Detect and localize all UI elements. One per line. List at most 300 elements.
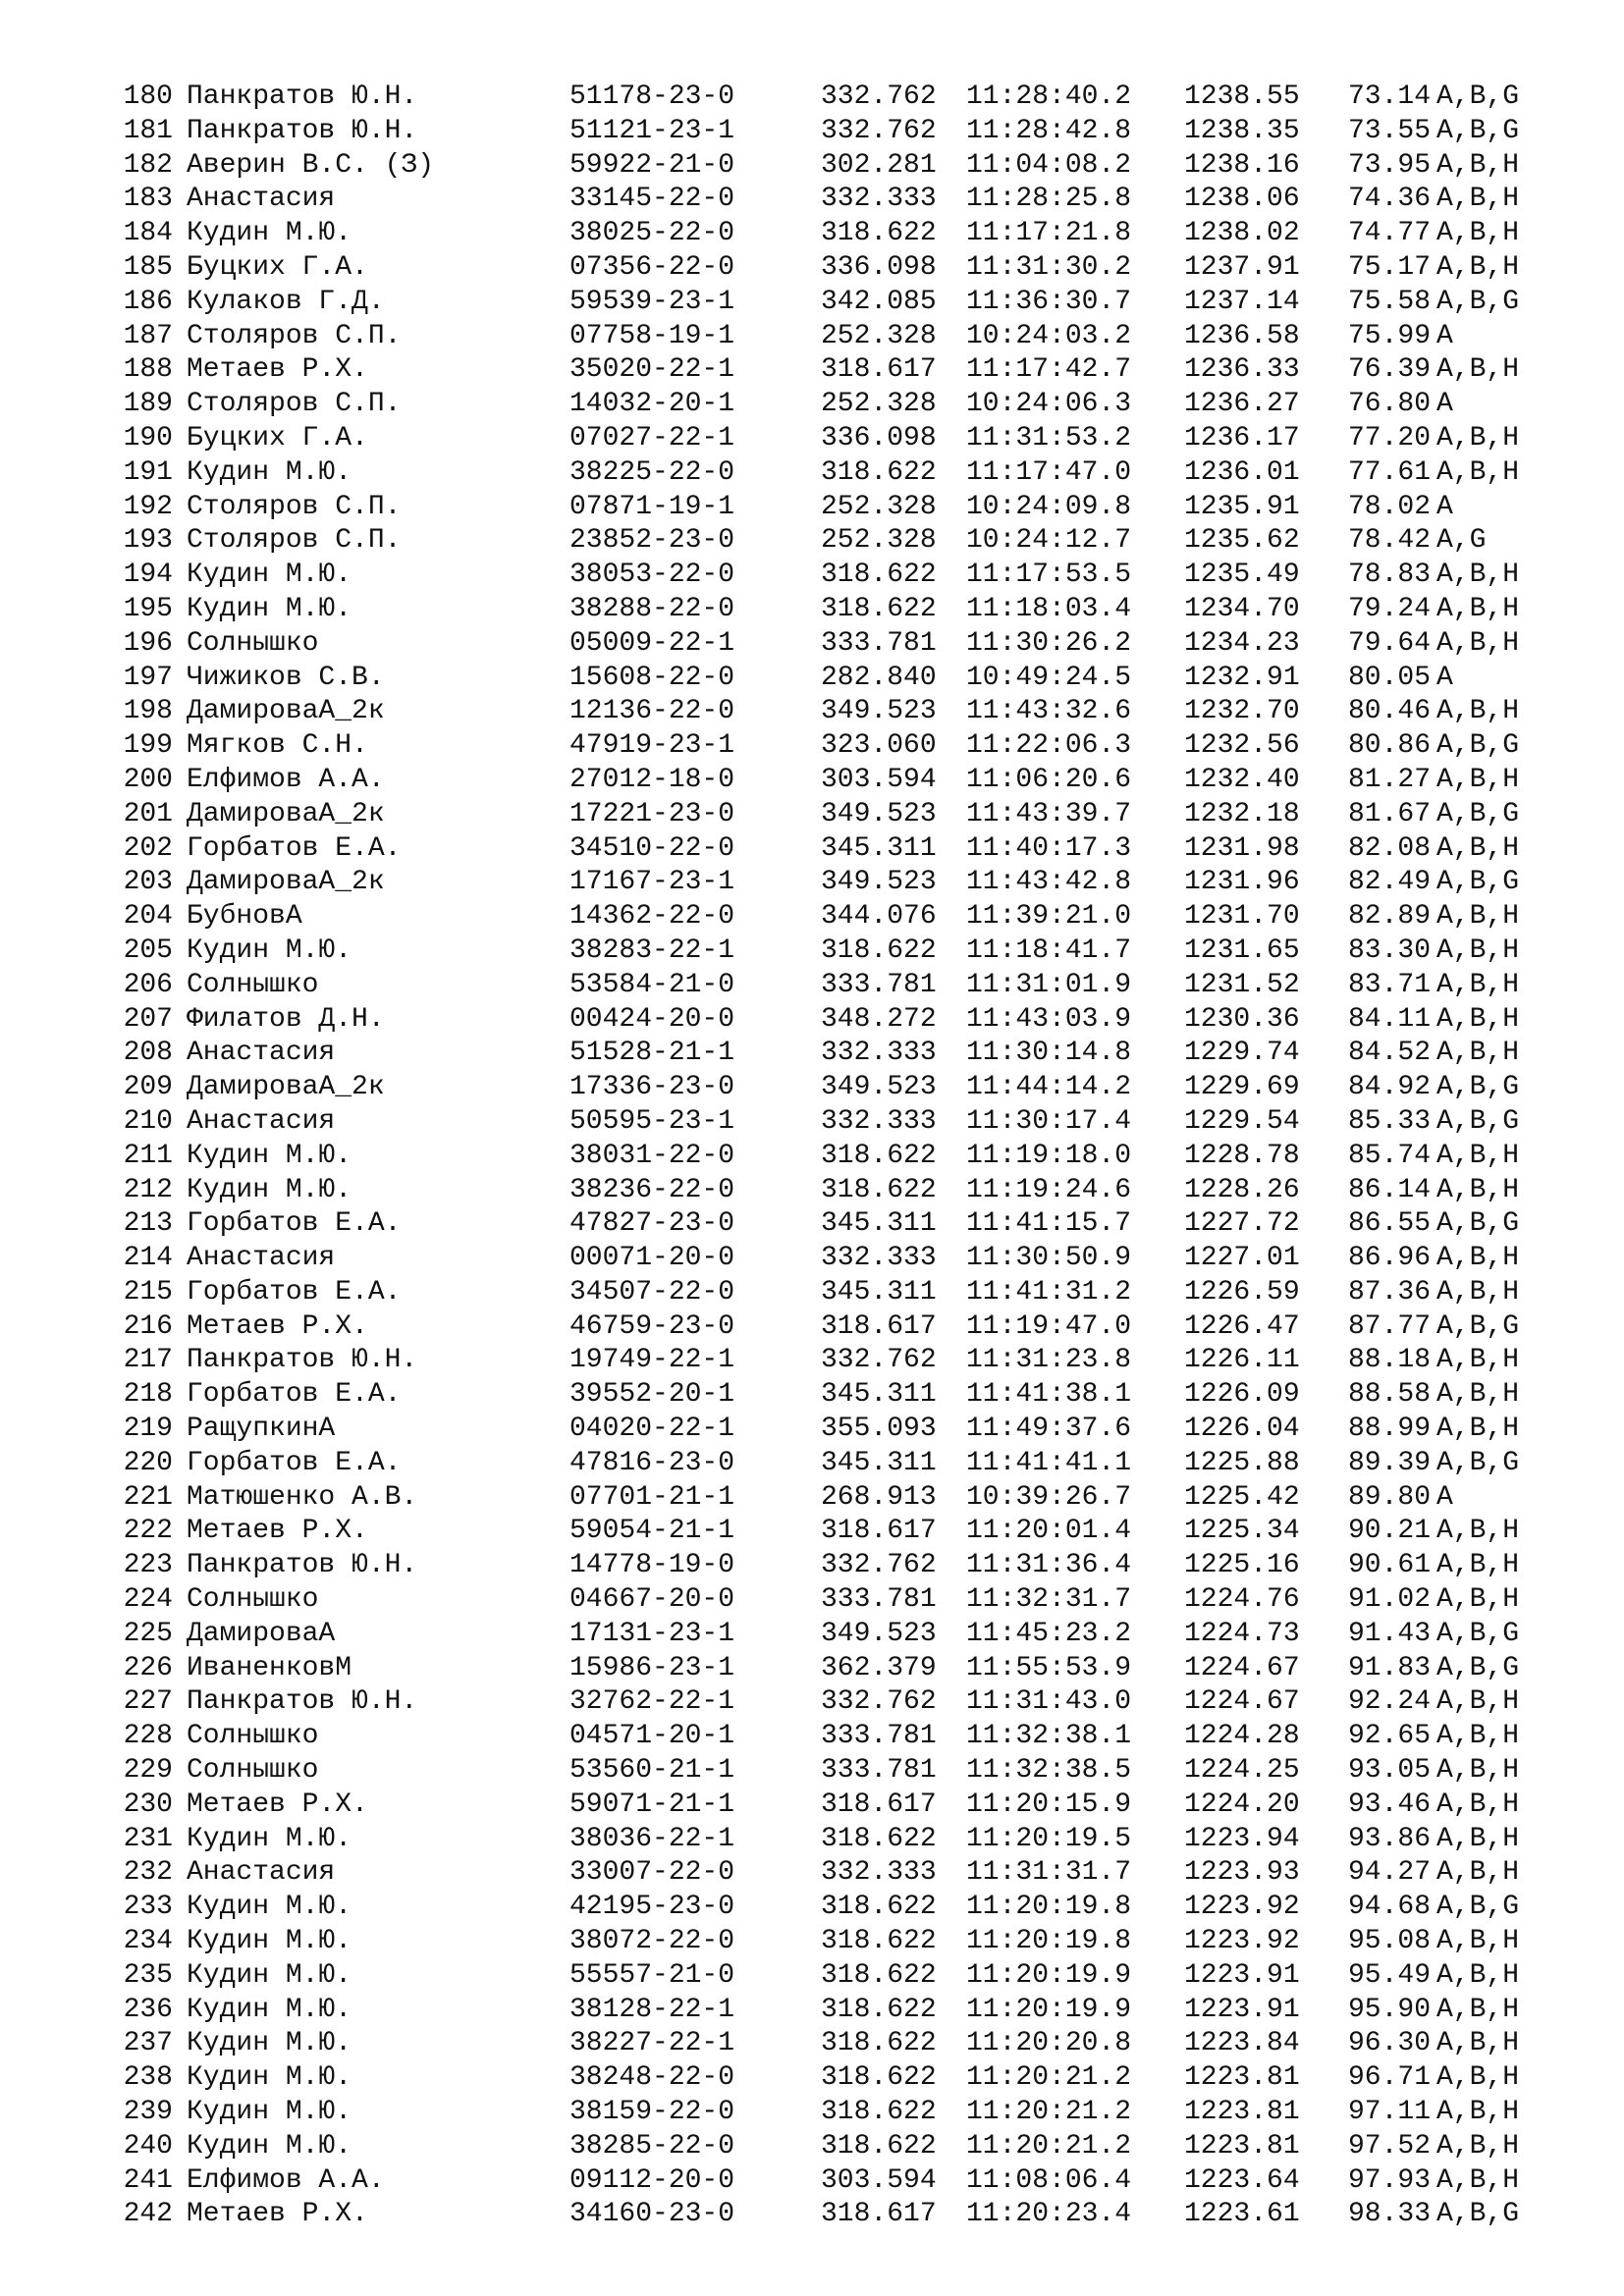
percent-cell: 95.08 — [1348, 1926, 1432, 1957]
ring-cell: 38031-22-0 — [569, 1140, 735, 1171]
flags-cell: A — [1436, 389, 1453, 420]
distance-cell: 282.840 — [821, 662, 937, 693]
place-cell: 193 — [123, 525, 173, 557]
speed-cell: 1223.81 — [1184, 2062, 1300, 2094]
place-cell: 210 — [123, 1105, 173, 1137]
table-row — [116, 1823, 1569, 1857]
percent-cell: 84.92 — [1348, 1072, 1432, 1103]
place-cell: 224 — [123, 1584, 173, 1616]
distance-cell: 333.781 — [821, 627, 937, 659]
percent-cell: 95.90 — [1348, 1994, 1432, 2025]
name-cell: Кудин М.Ю. — [187, 1892, 352, 1923]
table-row — [116, 627, 1569, 662]
table-row — [116, 1344, 1569, 1378]
ring-cell: 17167-23-1 — [569, 867, 735, 898]
percent-cell: 90.21 — [1348, 1516, 1432, 1547]
place-cell: 191 — [123, 456, 173, 488]
name-cell: ДамироваA_2к — [187, 1072, 385, 1103]
table-row — [116, 559, 1569, 593]
speed-cell: 1236.33 — [1184, 354, 1300, 386]
ring-cell: 59539-23-1 — [569, 286, 735, 317]
flags-cell: A,B,H — [1436, 2062, 1520, 2094]
percent-cell: 93.05 — [1348, 1755, 1432, 1787]
table-row — [116, 422, 1569, 456]
percent-cell: 83.71 — [1348, 969, 1432, 1000]
distance-cell: 349.523 — [821, 696, 937, 727]
time-cell: 11:20:21.2 — [966, 2097, 1132, 2128]
table-row — [116, 1720, 1569, 1754]
table-row — [116, 1891, 1569, 1925]
speed-cell: 1223.93 — [1184, 1857, 1300, 1889]
place-cell: 225 — [123, 1618, 173, 1649]
name-cell: Кудин М.Ю. — [187, 2062, 352, 2094]
speed-cell: 1226.11 — [1184, 1345, 1300, 1376]
ring-cell: 38072-22-0 — [569, 1926, 735, 1957]
time-cell: 11:43:32.6 — [966, 696, 1132, 727]
speed-cell: 1223.92 — [1184, 1926, 1300, 1957]
flags-cell: A,B,G — [1436, 1447, 1520, 1478]
speed-cell: 1226.47 — [1184, 1310, 1300, 1342]
ring-cell: 59922-21-0 — [569, 149, 735, 181]
percent-cell: 82.89 — [1348, 901, 1432, 933]
flags-cell: A,B,G — [1436, 1652, 1520, 1683]
name-cell: Елфимов А.А. — [187, 2164, 385, 2196]
time-cell: 11:31:53.2 — [966, 422, 1132, 454]
distance-cell: 318.622 — [821, 1994, 937, 2025]
percent-cell: 78.83 — [1348, 560, 1432, 591]
distance-cell: 332.762 — [821, 1345, 937, 1376]
distance-cell: 332.333 — [821, 184, 937, 215]
flags-cell: A,B,H — [1436, 1823, 1520, 1854]
table-row — [116, 1447, 1569, 1481]
speed-cell: 1229.74 — [1184, 1038, 1300, 1069]
ring-cell: 38225-22-0 — [569, 456, 735, 488]
distance-cell: 318.622 — [821, 218, 937, 249]
table-row — [116, 2027, 1569, 2061]
name-cell: Анастасия — [187, 1105, 336, 1137]
time-cell: 11:32:31.7 — [966, 1584, 1132, 1616]
percent-cell: 97.52 — [1348, 2130, 1432, 2162]
name-cell: Матюшенко А.В. — [187, 1481, 418, 1513]
time-cell: 11:20:21.2 — [966, 2130, 1132, 2162]
place-cell: 180 — [123, 81, 173, 112]
time-cell: 10:24:03.2 — [966, 320, 1132, 351]
ring-cell: 34160-23-0 — [569, 2199, 735, 2230]
table-row — [116, 1515, 1569, 1549]
distance-cell: 333.781 — [821, 1584, 937, 1616]
flags-cell: A,B,G — [1436, 730, 1520, 762]
distance-cell: 318.622 — [821, 1926, 937, 1957]
ring-cell: 17131-23-1 — [569, 1618, 735, 1649]
ring-cell: 27012-18-0 — [569, 764, 735, 795]
flags-cell: A,B,H — [1436, 251, 1520, 283]
distance-cell: 336.098 — [821, 251, 937, 283]
percent-cell: 92.65 — [1348, 1721, 1432, 1752]
percent-cell: 82.08 — [1348, 832, 1432, 864]
table-row — [116, 353, 1569, 388]
time-cell: 11:43:03.9 — [966, 1003, 1132, 1035]
ring-cell: 17336-23-0 — [569, 1072, 735, 1103]
name-cell: Анастасия — [187, 1038, 336, 1069]
percent-cell: 88.58 — [1348, 1379, 1432, 1411]
flags-cell: A,B,H — [1436, 1379, 1520, 1411]
ring-cell: 00071-20-0 — [569, 1243, 735, 1274]
percent-cell: 87.36 — [1348, 1276, 1432, 1308]
place-cell: 238 — [123, 2062, 173, 2094]
time-cell: 11:31:31.7 — [966, 1857, 1132, 1889]
speed-cell: 1231.65 — [1184, 934, 1300, 966]
distance-cell: 318.622 — [821, 934, 937, 966]
name-cell: Кудин М.Ю. — [187, 2028, 352, 2059]
place-cell: 190 — [123, 422, 173, 454]
ring-cell: 38236-22-0 — [569, 1174, 735, 1205]
percent-cell: 96.71 — [1348, 2062, 1432, 2094]
ring-cell: 59054-21-1 — [569, 1516, 735, 1547]
table-row — [116, 1994, 1569, 2028]
ring-cell: 12136-22-0 — [569, 696, 735, 727]
speed-cell: 1232.70 — [1184, 696, 1300, 727]
ring-cell: 38025-22-0 — [569, 218, 735, 249]
percent-cell: 80.05 — [1348, 662, 1432, 693]
flags-cell: A,B,G — [1436, 1892, 1520, 1923]
place-cell: 185 — [123, 251, 173, 283]
name-cell: Мягков С.Н. — [187, 730, 368, 762]
flags-cell: A,B,H — [1436, 1140, 1520, 1171]
distance-cell: 345.311 — [821, 1276, 937, 1308]
speed-cell: 1223.84 — [1184, 2028, 1300, 2059]
place-cell: 204 — [123, 901, 173, 933]
name-cell: Панкратов Ю.Н. — [187, 1345, 418, 1376]
ring-cell: 42195-23-0 — [569, 1892, 735, 1923]
place-cell: 227 — [123, 1686, 173, 1718]
speed-cell: 1232.18 — [1184, 798, 1300, 829]
distance-cell: 318.617 — [821, 1789, 937, 1820]
speed-cell: 1229.54 — [1184, 1105, 1300, 1137]
place-cell: 226 — [123, 1652, 173, 1683]
name-cell: Кудин М.Ю. — [187, 2097, 352, 2128]
ring-cell: 47816-23-0 — [569, 1447, 735, 1478]
flags-cell: A,B,H — [1436, 2164, 1520, 2196]
ring-cell: 51528-21-1 — [569, 1038, 735, 1069]
time-cell: 11:17:47.0 — [966, 456, 1132, 488]
speed-cell: 1224.28 — [1184, 1721, 1300, 1752]
name-cell: Анастасия — [187, 184, 336, 215]
speed-cell: 1223.92 — [1184, 1892, 1300, 1923]
name-cell: Аверин В.С. (З) — [187, 149, 435, 181]
place-cell: 213 — [123, 1208, 173, 1240]
speed-cell: 1229.69 — [1184, 1072, 1300, 1103]
speed-cell: 1224.76 — [1184, 1584, 1300, 1616]
place-cell: 200 — [123, 764, 173, 795]
table-row — [116, 1413, 1569, 1447]
speed-cell: 1228.26 — [1184, 1174, 1300, 1205]
table-row — [116, 183, 1569, 217]
time-cell: 11:17:42.7 — [966, 354, 1132, 386]
distance-cell: 345.311 — [821, 1447, 937, 1478]
distance-cell: 318.622 — [821, 1959, 937, 1991]
ring-cell: 35020-22-1 — [569, 354, 735, 386]
percent-cell: 74.77 — [1348, 218, 1432, 249]
flags-cell: A,B,G — [1436, 1105, 1520, 1137]
table-row — [116, 2096, 1569, 2130]
time-cell: 11:20:20.8 — [966, 2028, 1132, 2059]
speed-cell: 1236.58 — [1184, 320, 1300, 351]
name-cell: Кудин М.Ю. — [187, 1994, 352, 2025]
name-cell: Горбатов Е.А. — [187, 832, 402, 864]
time-cell: 11:41:15.7 — [966, 1208, 1132, 1240]
time-cell: 10:24:12.7 — [966, 525, 1132, 557]
name-cell: ДамироваA_2к — [187, 696, 385, 727]
ring-cell: 39552-20-1 — [569, 1379, 735, 1411]
ring-cell: 53560-21-1 — [569, 1755, 735, 1787]
name-cell: Горбатов Е.А. — [187, 1447, 402, 1478]
table-row — [116, 593, 1569, 627]
place-cell: 184 — [123, 218, 173, 249]
flags-cell: A,B,G — [1436, 115, 1520, 146]
name-cell: БубновА — [187, 901, 302, 933]
flags-cell: A,G — [1436, 525, 1487, 557]
percent-cell: 97.11 — [1348, 2097, 1432, 2128]
flags-cell: A,B,H — [1436, 1174, 1520, 1205]
percent-cell: 97.93 — [1348, 2164, 1432, 2196]
speed-cell: 1230.36 — [1184, 1003, 1300, 1035]
percent-cell: 81.27 — [1348, 764, 1432, 795]
ring-cell: 04571-20-1 — [569, 1721, 735, 1752]
speed-cell: 1224.67 — [1184, 1686, 1300, 1718]
name-cell: Анастасия — [187, 1243, 336, 1274]
table-row — [116, 1685, 1569, 1720]
flags-cell: A — [1436, 662, 1453, 693]
distance-cell: 318.617 — [821, 1310, 937, 1342]
name-cell: Горбатов Е.А. — [187, 1208, 402, 1240]
speed-cell: 1226.09 — [1184, 1379, 1300, 1411]
time-cell: 11:06:20.6 — [966, 764, 1132, 795]
speed-cell: 1228.78 — [1184, 1140, 1300, 1171]
place-cell: 228 — [123, 1721, 173, 1752]
percent-cell: 94.68 — [1348, 1892, 1432, 1923]
place-cell: 207 — [123, 1003, 173, 1035]
percent-cell: 73.95 — [1348, 149, 1432, 181]
distance-cell: 336.098 — [821, 422, 937, 454]
ring-cell: 15608-22-0 — [569, 662, 735, 693]
table-row — [116, 80, 1569, 115]
ring-cell: 19749-22-1 — [569, 1345, 735, 1376]
distance-cell: 344.076 — [821, 901, 937, 933]
ring-cell: 46759-23-0 — [569, 1310, 735, 1342]
speed-cell: 1238.55 — [1184, 81, 1300, 112]
flags-cell: A,B,H — [1436, 1003, 1520, 1035]
distance-cell: 252.328 — [821, 320, 937, 351]
place-cell: 197 — [123, 662, 173, 693]
time-cell: 11:20:15.9 — [966, 1789, 1132, 1820]
ring-cell: 38159-22-0 — [569, 2097, 735, 2128]
time-cell: 11:28:40.2 — [966, 81, 1132, 112]
place-cell: 205 — [123, 934, 173, 966]
distance-cell: 318.617 — [821, 2199, 937, 2230]
ring-cell: 05009-22-1 — [569, 627, 735, 659]
place-cell: 195 — [123, 593, 173, 624]
ring-cell: 07758-19-1 — [569, 320, 735, 351]
percent-cell: 73.14 — [1348, 81, 1432, 112]
place-cell: 223 — [123, 1550, 173, 1581]
speed-cell: 1225.88 — [1184, 1447, 1300, 1478]
place-cell: 186 — [123, 286, 173, 317]
flags-cell: A,B,H — [1436, 1038, 1520, 1069]
table-row — [116, 491, 1569, 525]
place-cell: 181 — [123, 115, 173, 146]
place-cell: 242 — [123, 2199, 173, 2230]
table-row — [116, 1959, 1569, 1994]
flags-cell: A,B,H — [1436, 456, 1520, 488]
table-row — [116, 2130, 1569, 2164]
percent-cell: 77.20 — [1348, 422, 1432, 454]
distance-cell: 318.622 — [821, 2062, 937, 2094]
name-cell: Панкратов Ю.Н. — [187, 115, 418, 146]
distance-cell: 318.622 — [821, 2097, 937, 2128]
percent-cell: 95.49 — [1348, 1959, 1432, 1991]
table-row — [116, 1310, 1569, 1345]
distance-cell: 318.622 — [821, 2130, 937, 2162]
table-row — [116, 1856, 1569, 1891]
name-cell: Столяров С.П. — [187, 389, 402, 420]
flags-cell: A,B,G — [1436, 1310, 1520, 1342]
name-cell: Чижиков С.В. — [187, 662, 385, 693]
ring-cell: 17221-23-0 — [569, 798, 735, 829]
percent-cell: 96.30 — [1348, 2028, 1432, 2059]
place-cell: 217 — [123, 1345, 173, 1376]
percent-cell: 91.43 — [1348, 1618, 1432, 1649]
flags-cell: A,B,H — [1436, 832, 1520, 864]
table-row — [116, 115, 1569, 149]
ring-cell: 07701-21-1 — [569, 1481, 735, 1513]
percent-cell: 83.30 — [1348, 934, 1432, 966]
time-cell: 11:20:21.2 — [966, 2062, 1132, 2094]
distance-cell: 349.523 — [821, 798, 937, 829]
name-cell: Панкратов Ю.Н. — [187, 1550, 418, 1581]
distance-cell: 318.617 — [821, 1516, 937, 1547]
place-cell: 216 — [123, 1310, 173, 1342]
flags-cell: A,B,H — [1436, 696, 1520, 727]
distance-cell: 332.762 — [821, 1686, 937, 1718]
place-cell: 192 — [123, 491, 173, 522]
ring-cell: 14032-20-1 — [569, 389, 735, 420]
table-row — [116, 1174, 1569, 1208]
place-cell: 196 — [123, 627, 173, 659]
table-row — [116, 1378, 1569, 1413]
distance-cell: 303.594 — [821, 764, 937, 795]
percent-cell: 91.02 — [1348, 1584, 1432, 1616]
ring-cell: 47919-23-1 — [569, 730, 735, 762]
distance-cell: 332.333 — [821, 1243, 937, 1274]
speed-cell: 1226.04 — [1184, 1414, 1300, 1445]
table-row — [116, 2164, 1569, 2199]
distance-cell: 318.622 — [821, 1823, 937, 1854]
table-row — [116, 798, 1569, 832]
ring-cell: 38285-22-0 — [569, 2130, 735, 2162]
speed-cell: 1223.81 — [1184, 2130, 1300, 2162]
speed-cell: 1238.35 — [1184, 115, 1300, 146]
ring-cell: 07356-22-0 — [569, 251, 735, 283]
percent-cell: 89.80 — [1348, 1481, 1432, 1513]
table-row — [116, 1789, 1569, 1823]
speed-cell: 1227.72 — [1184, 1208, 1300, 1240]
table-row — [116, 1105, 1569, 1140]
distance-cell: 252.328 — [821, 491, 937, 522]
flags-cell: A,B,H — [1436, 1414, 1520, 1445]
speed-cell: 1223.64 — [1184, 2164, 1300, 2196]
speed-cell: 1231.70 — [1184, 901, 1300, 933]
table-row — [116, 695, 1569, 729]
speed-cell: 1234.70 — [1184, 593, 1300, 624]
percent-cell: 90.61 — [1348, 1550, 1432, 1581]
percent-cell: 78.02 — [1348, 491, 1432, 522]
table-row — [116, 524, 1569, 559]
speed-cell: 1238.06 — [1184, 184, 1300, 215]
percent-cell: 93.86 — [1348, 1823, 1432, 1854]
table-row — [116, 1481, 1569, 1516]
distance-cell: 318.617 — [821, 354, 937, 386]
place-cell: 232 — [123, 1857, 173, 1889]
time-cell: 11:39:21.0 — [966, 901, 1132, 933]
name-cell: Елфимов А.А. — [187, 764, 385, 795]
name-cell: Горбатов Е.А. — [187, 1276, 402, 1308]
table-row — [116, 1583, 1569, 1618]
time-cell: 11:49:37.6 — [966, 1414, 1132, 1445]
place-cell: 183 — [123, 184, 173, 215]
place-cell: 218 — [123, 1379, 173, 1411]
speed-cell: 1231.98 — [1184, 832, 1300, 864]
flags-cell: A,B,H — [1436, 1994, 1520, 2025]
speed-cell: 1235.91 — [1184, 491, 1300, 522]
flags-cell: A,B,G — [1436, 1618, 1520, 1649]
flags-cell: A,B,G — [1436, 81, 1520, 112]
name-cell: Кудин М.Ю. — [187, 2130, 352, 2162]
speed-cell: 1238.02 — [1184, 218, 1300, 249]
ring-cell: 51178-23-0 — [569, 81, 735, 112]
time-cell: 11:41:41.1 — [966, 1447, 1132, 1478]
place-cell: 236 — [123, 1994, 173, 2025]
place-cell: 233 — [123, 1892, 173, 1923]
ring-cell: 07871-19-1 — [569, 491, 735, 522]
percent-cell: 75.17 — [1348, 251, 1432, 283]
speed-cell: 1225.42 — [1184, 1481, 1300, 1513]
time-cell: 11:20:19.8 — [966, 1926, 1132, 1957]
place-cell: 240 — [123, 2130, 173, 2162]
ring-cell: 00424-20-0 — [569, 1003, 735, 1035]
time-cell: 11:17:21.8 — [966, 218, 1132, 249]
place-cell: 209 — [123, 1072, 173, 1103]
flags-cell: A,B,G — [1436, 2199, 1520, 2230]
percent-cell: 85.33 — [1348, 1105, 1432, 1137]
speed-cell: 1225.34 — [1184, 1516, 1300, 1547]
time-cell: 10:49:24.5 — [966, 662, 1132, 693]
distance-cell: 318.622 — [821, 593, 937, 624]
percent-cell: 86.55 — [1348, 1208, 1432, 1240]
flags-cell: A,B,H — [1436, 2097, 1520, 2128]
flags-cell: A,B,H — [1436, 1276, 1520, 1308]
ring-cell: 14778-19-0 — [569, 1550, 735, 1581]
distance-cell: 318.622 — [821, 560, 937, 591]
flags-cell: A,B,H — [1436, 1959, 1520, 1991]
percent-cell: 73.55 — [1348, 115, 1432, 146]
time-cell: 11:08:06.4 — [966, 2164, 1132, 2196]
distance-cell: 332.762 — [821, 81, 937, 112]
time-cell: 11:31:23.8 — [966, 1345, 1132, 1376]
flags-cell: A,B,G — [1436, 286, 1520, 317]
percent-cell: 76.39 — [1348, 354, 1432, 386]
percent-cell: 94.27 — [1348, 1857, 1432, 1889]
flags-cell: A,B,H — [1436, 1926, 1520, 1957]
